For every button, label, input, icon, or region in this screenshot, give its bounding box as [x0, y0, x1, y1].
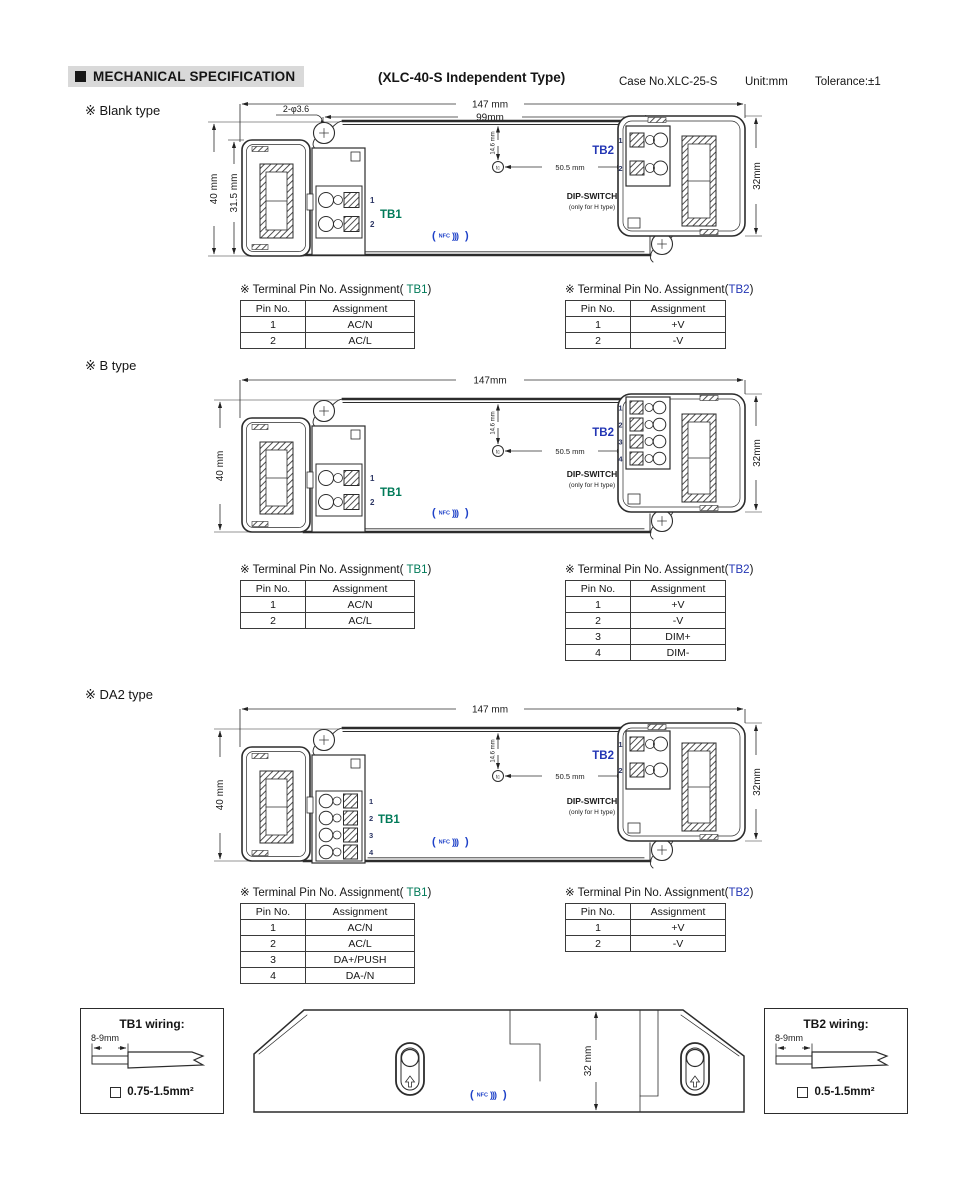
svg-text:99mm: 99mm [476, 112, 504, 124]
b-tb1-table-block [240, 562, 431, 629]
hole-callout: 2-φ3.6 [282, 104, 310, 114]
tb2-pin-table: Pin No. Assignment 1 +V 2 -V [565, 300, 726, 349]
tb2-terminal-block [626, 126, 670, 186]
tb2-wiring-title: TB2 wiring: [803, 1017, 869, 1031]
tb1-wire-drawing [88, 1031, 216, 1079]
side-view-drawing [240, 996, 760, 1126]
tb1-pin-2: 2 [369, 814, 374, 823]
tb1-label: TB1 [380, 209, 402, 221]
tb2-label: TB2 [592, 145, 614, 157]
table-row: 1 AC/N [241, 317, 415, 333]
table-row: 4 DA-/N [241, 968, 415, 984]
table-row: 2 -V [566, 333, 726, 349]
nfc-logo: ( NFC ))) ) [432, 836, 469, 848]
dip-switch-label: DIP-SWITCH [566, 469, 618, 479]
tb2-terminal-block [626, 731, 670, 789]
tb2-pin-2: 2 [618, 420, 623, 430]
svg-text:50.5 mm: 50.5 mm [555, 772, 585, 781]
tb2-label: TB2 [592, 427, 614, 439]
tb1-label: TB1 [380, 487, 402, 499]
table-row: 1 +V [566, 597, 726, 613]
svg-text:14.6 mm: 14.6 mm [490, 411, 497, 435]
mount-tab-top [313, 121, 343, 149]
tb1-wire-gauge: 0.75-1.5mm² [81, 1086, 223, 1098]
svg-text:50.5 mm: 50.5 mm [555, 163, 585, 172]
type-label-da2: ※ DA2 type [85, 687, 153, 702]
section-title: MECHANICAL SPECIFICATION [93, 69, 296, 84]
tb1-wiring-box [80, 1008, 224, 1114]
svg-text:32mm: 32mm [752, 768, 763, 796]
svg-text:31.5 mm: 31.5 mm [229, 173, 240, 213]
mount-tab-top [313, 728, 343, 756]
svg-text:tc: tc [496, 449, 500, 456]
svg-text:14.6 mm: 14.6 mm [490, 739, 497, 763]
section-title-box [68, 66, 304, 87]
table-row: 2 -V [566, 613, 726, 629]
tb1-label: TB1 [378, 814, 400, 826]
tb1-terminal-block [307, 148, 365, 255]
table-row: 4 DIM- [566, 645, 726, 661]
tb1-pin-4: 4 [369, 848, 374, 857]
keyhole-right [681, 1043, 709, 1095]
blank-tb1-table-block [240, 282, 431, 349]
table-title: ※ Terminal Pin No. Assignment(TB2) [565, 564, 754, 576]
tb2-pin-1: 1 [618, 136, 623, 145]
table-title: ※ Terminal Pin No. Assignment( TB1) [240, 887, 432, 899]
mount-tab-top [313, 399, 343, 427]
svg-text:8-9mm: 8-9mm [91, 1033, 120, 1043]
b-tb2-table-block [565, 562, 753, 661]
tb1-pin-table: Pin No. Assignment 1 AC/N 2 AC/L 3 DA+/PUSH 4 DA-/N [240, 903, 415, 984]
tb1-wiring-title: TB1 wiring: [119, 1017, 185, 1031]
table-row: 1 AC/N [241, 597, 415, 613]
nfc-logo: ( NFC ))) ) [470, 1089, 507, 1101]
table-row: 1 AC/N [241, 920, 415, 936]
tb1-pin-1: 1 [369, 797, 374, 806]
tb2-pin-3: 3 [618, 437, 623, 447]
svg-text:8-9mm: 8-9mm [775, 1033, 804, 1043]
svg-text:50.5 mm: 50.5 mm [555, 447, 585, 456]
blank-type-drawing [200, 88, 770, 284]
table-title: ※ Terminal Pin No. Assignment(TB2) [565, 887, 754, 899]
da2-tb1-table-block [240, 885, 431, 984]
tb1-pin-2: 2 [370, 220, 375, 229]
table-row: 2 AC/L [241, 613, 415, 629]
tb2-pin-1: 1 [618, 740, 623, 749]
hole-leader [276, 115, 322, 126]
unit-note: Unit:mm [745, 76, 788, 88]
tb1-terminal-block [307, 426, 365, 532]
dip-switch-note: (only for H type) [568, 204, 616, 211]
left-end-cap [242, 140, 310, 256]
tb2-label: TB2 [592, 750, 614, 762]
svg-text:32mm: 32mm [752, 162, 763, 190]
tb2-pin-table: Pin No. Assignment 1 +V 2 -V 3 DIM+ 4 DIM- [565, 580, 726, 661]
case-side-outline [254, 1010, 744, 1112]
keyhole-left [396, 1043, 424, 1095]
svg-text:147 mm: 147 mm [471, 99, 509, 111]
table-row: 1 +V [566, 317, 726, 333]
da2-type-drawing [200, 697, 770, 883]
table-row: 2 AC/L [241, 333, 415, 349]
table-row: 3 DA+/PUSH [241, 952, 415, 968]
tb1-pin-3: 3 [369, 831, 374, 840]
tb2-wiring-box [764, 1008, 908, 1114]
tb1-pin-1: 1 [370, 474, 375, 483]
svg-text:32 mm: 32 mm [583, 1045, 594, 1077]
tb2-pin-1: 1 [618, 403, 623, 413]
type-label-b: ※ B type [85, 358, 137, 373]
section-header [68, 66, 304, 87]
table-row: 2 -V [566, 936, 726, 952]
table-title: ※ Terminal Pin No. Assignment( TB1) [240, 284, 432, 296]
dip-switch-note: (only for H type) [568, 809, 616, 816]
svg-text:14.6 mm: 14.6 mm [490, 131, 497, 155]
svg-text:147 mm: 147 mm [471, 704, 509, 716]
tb1-pin-table: Pin No. Assignment 1 AC/N 2 AC/L [240, 580, 415, 629]
b-type-drawing [200, 368, 770, 554]
tb2-pin-table: Pin No. Assignment 1 +V 2 -V [565, 903, 726, 952]
da2-tb2-table-block [565, 885, 753, 952]
table-title: ※ Terminal Pin No. Assignment( TB1) [240, 564, 432, 576]
black-square-icon [75, 71, 86, 82]
table-row: 2 AC/L [241, 936, 415, 952]
tolerance-note: Tolerance:±1 [815, 76, 881, 88]
nfc-logo: ( NFC ))) ) [432, 230, 469, 242]
svg-text:tc: tc [496, 774, 500, 781]
svg-text:40 mm: 40 mm [215, 779, 226, 811]
left-end-cap [242, 747, 310, 861]
dip-switch-label: DIP-SWITCH [566, 796, 618, 806]
tb2-pin-2: 2 [618, 164, 623, 173]
checkbox-icon [110, 1087, 121, 1098]
tb2-pin-2: 2 [618, 766, 623, 775]
tb1-pin-2: 2 [370, 498, 375, 507]
dip-switch-label: DIP-SWITCH [566, 191, 618, 201]
blank-tb2-table-block [565, 282, 753, 349]
svg-text:40 mm: 40 mm [209, 173, 220, 205]
tb1-terminal-block [307, 755, 365, 863]
tb2-wire-drawing [772, 1031, 900, 1079]
svg-text:147mm: 147mm [473, 375, 507, 387]
tb2-pin-4: 4 [618, 454, 623, 464]
table-row: 3 DIM+ [566, 629, 726, 645]
tb1-pin-table: Pin No. Assignment 1 AC/N 2 AC/L [240, 300, 415, 349]
tb2-terminal-block [626, 397, 670, 469]
left-end-cap [242, 418, 310, 532]
tb2-wire-gauge: 0.5-1.5mm² [765, 1086, 907, 1098]
type-label-blank: ※ Blank type [85, 103, 161, 118]
dip-switch-note: (only for H type) [568, 482, 616, 489]
nfc-logo: ( NFC ))) ) [432, 507, 469, 519]
checkbox-icon [797, 1087, 808, 1098]
tb1-pin-1: 1 [370, 196, 375, 205]
svg-text:40 mm: 40 mm [215, 450, 226, 482]
svg-text:tc: tc [496, 165, 500, 172]
table-row: 1 +V [566, 920, 726, 936]
page-subtitle: (XLC-40-S Independent Type) [378, 70, 566, 85]
table-title: ※ Terminal Pin No. Assignment(TB2) [565, 284, 754, 296]
svg-text:32mm: 32mm [752, 439, 763, 467]
case-number: Case No.XLC-25-S [619, 76, 718, 88]
